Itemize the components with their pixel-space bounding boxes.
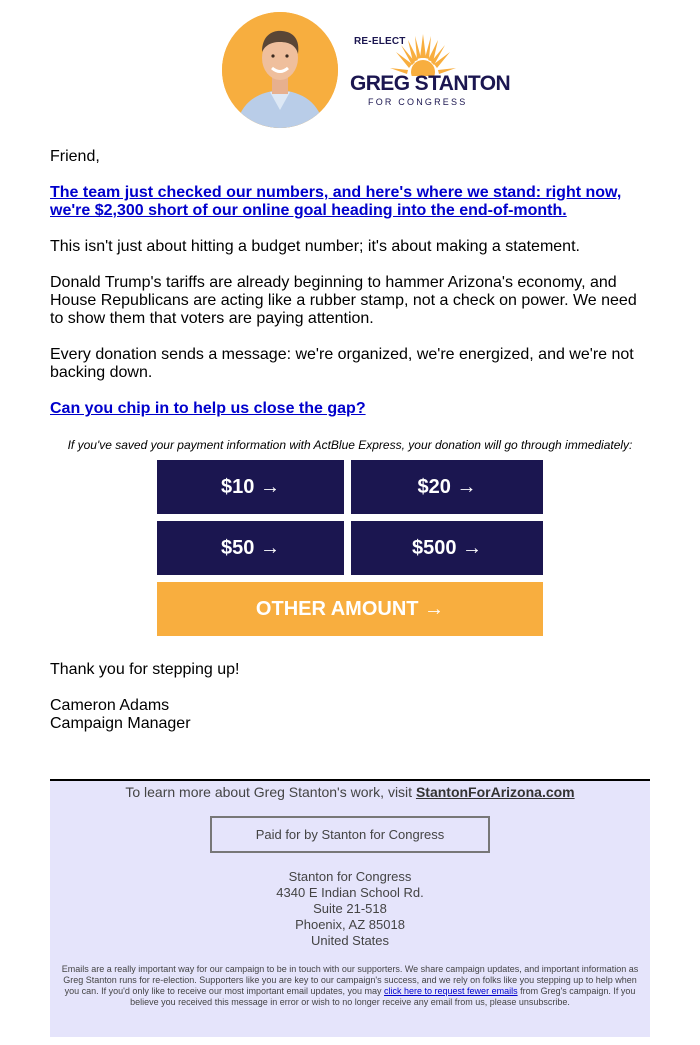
footer-learn-text: To learn more about Greg Stanton's work, visit xyxy=(125,784,416,800)
email-closing xyxy=(50,661,650,733)
address-line-1: Stanton for Congress xyxy=(288,869,412,884)
footer-learn-more xyxy=(50,784,650,800)
paid-for-disclaimer: Paid for by Stanton for Congress xyxy=(210,816,490,853)
donate-20-button[interactable]: $20 → xyxy=(351,460,543,514)
campaign-logo xyxy=(348,28,511,114)
paragraph-1: This isn't just about hitting a budget number; it's about making a statement. xyxy=(50,238,580,255)
address-line-2: 4340 E Indian School Rd. xyxy=(276,885,424,900)
email-footer xyxy=(50,779,650,1037)
email-header xyxy=(0,0,700,140)
headline-link[interactable]: The team just checked our numbers, and here's where we stand: right now, we're $2,300 short of our online goal heading into the end-of-month. xyxy=(50,184,622,219)
website-link[interactable]: StantonForArizona.com xyxy=(415,784,575,800)
chip-in-link[interactable]: Can you chip in to help us close the gap? xyxy=(50,400,366,417)
mailing-address xyxy=(50,869,650,949)
logo-candidate-name: GREG STANTON xyxy=(350,72,511,95)
disclaimer-text-2: from Greg's campaign. If you believe you received this message in error or wish to no longer receive any email from us, please unsubscribe. xyxy=(130,986,636,1007)
donate-10-button[interactable]: $10 → xyxy=(157,460,344,514)
paragraph-2: Donald Trump's tariffs are already beginning to hammer Arizona's economy, and House Republicans are acting like a rubber stamp, not a check on power. We need to show them that voters are paying attention. xyxy=(50,274,637,327)
fewer-emails-link[interactable]: click here to request fewer emails xyxy=(384,986,518,996)
signer-name: Cameron Adams xyxy=(50,697,170,714)
signer-title: Campaign Manager xyxy=(50,715,191,732)
address-line-3: Suite 21-518 xyxy=(313,901,387,916)
actblue-express-note: If you've saved your payment information with ActBlue Express, your donation will go through immediately: xyxy=(67,438,633,452)
logo-for-congress: FOR CONGRESS xyxy=(368,97,468,107)
address-line-5: United States xyxy=(310,933,390,948)
donate-500-button[interactable]: $500 → xyxy=(351,521,543,575)
disclaimer-text-1: Emails are a really important way for our campaign to be in touch with our supporters. We share campaign updates, and important information as Greg Stanton runs for re-election. Supporters like you are key to our campaign's success, and we rely on folks like you stepping up to help when you can. If you'd only like to receive our most important email updates, you may xyxy=(61,964,639,996)
email-disclaimer xyxy=(60,964,640,1008)
greeting: Friend, xyxy=(50,148,100,165)
email-body xyxy=(50,148,650,436)
donate-50-button[interactable]: $50 → xyxy=(157,521,344,575)
candidate-photo xyxy=(222,12,338,128)
paragraph-3: Every donation sends a message: we're organized, we're energized, and we're not backing down. xyxy=(50,346,634,381)
address-line-4: Phoenix, AZ 85018 xyxy=(295,917,405,932)
thank-you-text: Thank you for stepping up! xyxy=(50,661,240,678)
logo-reelect-text: RE-ELECT xyxy=(354,36,406,47)
other-amount-button[interactable]: OTHER AMOUNT → xyxy=(157,582,543,636)
